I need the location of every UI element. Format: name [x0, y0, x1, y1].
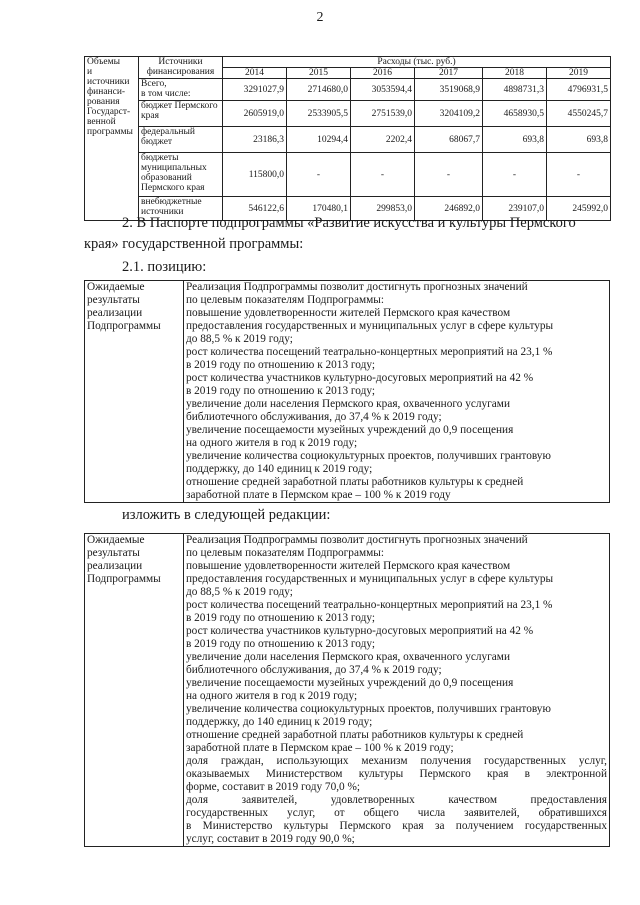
value-cell: -: [547, 153, 611, 197]
table-row: [85, 153, 611, 197]
value-cell: 2202,4: [351, 127, 415, 153]
value-cell: 693,8: [483, 127, 547, 153]
value-cell: 2751539,0: [351, 101, 415, 127]
source-cell: бюджет Пермского края: [139, 101, 223, 127]
value-cell: 246892,0: [415, 197, 483, 221]
value-cell: 239107,0: [483, 197, 547, 221]
value-cell: 546122,6: [223, 197, 287, 221]
value-cell: 2714680,0: [287, 79, 351, 101]
finance-table: [84, 56, 611, 221]
value-cell: -: [415, 153, 483, 197]
value-cell: 2605919,0: [223, 101, 287, 127]
table-row: [85, 79, 611, 101]
old-results-label: Ожидаемые результаты реализации Подпрограммы: [85, 281, 184, 503]
paragraph-restate: изложить в следующей редакции:: [122, 507, 331, 523]
source-header: Источники финансирования: [139, 57, 223, 79]
value-cell: 245992,0: [547, 197, 611, 221]
value-cell: 10294,4: [287, 127, 351, 153]
value-cell: 170480,1: [287, 197, 351, 221]
paragraph-2-1: 2.1. позицию:: [122, 259, 207, 275]
table-row: [85, 127, 611, 153]
value-cell: -: [483, 153, 547, 197]
source-cell: бюджеты муниципальных образований Пермского края: [139, 153, 223, 197]
value-cell: 693,8: [547, 127, 611, 153]
year-cell: 2014: [223, 68, 287, 79]
value-cell: 3519068,9: [415, 79, 483, 101]
value-cell: 23186,3: [223, 127, 287, 153]
year-cell: 2016: [351, 68, 415, 79]
expenses-header: Расходы (тыс. руб.): [223, 57, 611, 68]
year-cell: 2017: [415, 68, 483, 79]
year-cell: 2015: [287, 68, 351, 79]
old-results-text: Реализация Подпрограммы позволит достигнуть прогнозных значений по целевым показателям Подпрограммы: повышение удовлетворенности жителей Пермского края качеством предоставления государственных и муниципальных услуг в сфере культуры до 88,5 % к 2019 году; рост количества посещений театрально-концертных мероприятий на 23,1 % в 2019 году по отношению к 2013 году; рост количества участников культурно-досуговых мероприятий на 42 % в 2019 году по отношению к 2013 году; увеличение доли населения Пермского края, охваченного услугами библиотечного обслуживания, до 37,4 % к 2019 году; увеличение посещаемости музейных учреждений до 0,9 посещения на одного жителя в год к 2019 году; увеличение количества социокультурных проектов, получивших грантовую поддержку, до 140 единиц к 2019 году; отношение средней заработной платы работников культуры к средней заработной плате в Пермском крае – 100 % к 2019 году: [184, 281, 610, 503]
source-cell: внебюджетные источники: [139, 197, 223, 221]
value-cell: 4796931,5: [547, 79, 611, 101]
new-results-table: [84, 533, 610, 847]
new-results-label: Ожидаемые результаты реализации Подпрограммы: [85, 534, 184, 847]
year-cell: 2019: [547, 68, 611, 79]
value-cell: 4550245,7: [547, 101, 611, 127]
paragraph-2-line-1: 2. В Паспорте подпрограммы «Развитие искусства и культуры Пермского: [122, 215, 576, 231]
value-cell: 3053594,4: [351, 79, 415, 101]
value-cell: 299853,0: [351, 197, 415, 221]
value-cell: 3204109,2: [415, 101, 483, 127]
table-row: [85, 101, 611, 127]
value-cell: -: [287, 153, 351, 197]
value-cell: -: [351, 153, 415, 197]
paragraph-2-line-2: края» государственной программы:: [84, 236, 304, 252]
source-cell: Всего, в том числе:: [139, 79, 223, 101]
year-cell: 2018: [483, 68, 547, 79]
value-cell: 4898731,3: [483, 79, 547, 101]
old-results-table: [84, 280, 610, 503]
page-number: 2: [316, 10, 324, 25]
value-cell: 4658930,5: [483, 101, 547, 127]
value-cell: 68067,7: [415, 127, 483, 153]
value-cell: 3291027,9: [223, 79, 287, 101]
source-cell: федеральный бюджет: [139, 127, 223, 153]
value-cell: 115800,0: [223, 153, 287, 197]
finance-label-cell: Объемы и источники финанси- рования Государст- венной программы: [85, 57, 139, 221]
new-results-text: Реализация Подпрограммы позволит достигнуть прогнозных значений по целевым показателям Подпрограммы: повышение удовлетворенности жителей Пермского края качеством предоставления государственных и муниципальных услуг в сфере культуры до 88,5 % к 2019 году; рост количества посещений театрально-концертных мероприятий на 23,1 % в 2019 году по отношению к 2013 году; рост количества участников культурно-досуговых мероприятий на 42 % в 2019 году по отношению к 2013 году; увеличение доли населения Пермского края, охваченного услугами библиотечного обслуживания, до 37,4 % к 2019 году; увеличение посещаемости музейных учреждений до 0,9 посещения на одного жителя в год к 2019 году; увеличение количества социокультурных проектов, получивших грантовую поддержку, до 140 единиц к 2019 году; отношение средней заработной платы работников культуры к средней заработной плате в Пермском крае – 100 % к 2019 году; доля граждан, использующих механизм получения государственных услуг, оказываемых Министерством культуры Пермского края в электронной форме, составит в 2019 году 70,0 %; доля заявителей, удовлетворенных качеством предоставления государственных услуг, от общего числа заявителей, обратившихся в Министерство культуры Пермского края за получением государственных услуг, составит в 2019 году 90,0 %;: [184, 534, 610, 847]
value-cell: 2533905,5: [287, 101, 351, 127]
